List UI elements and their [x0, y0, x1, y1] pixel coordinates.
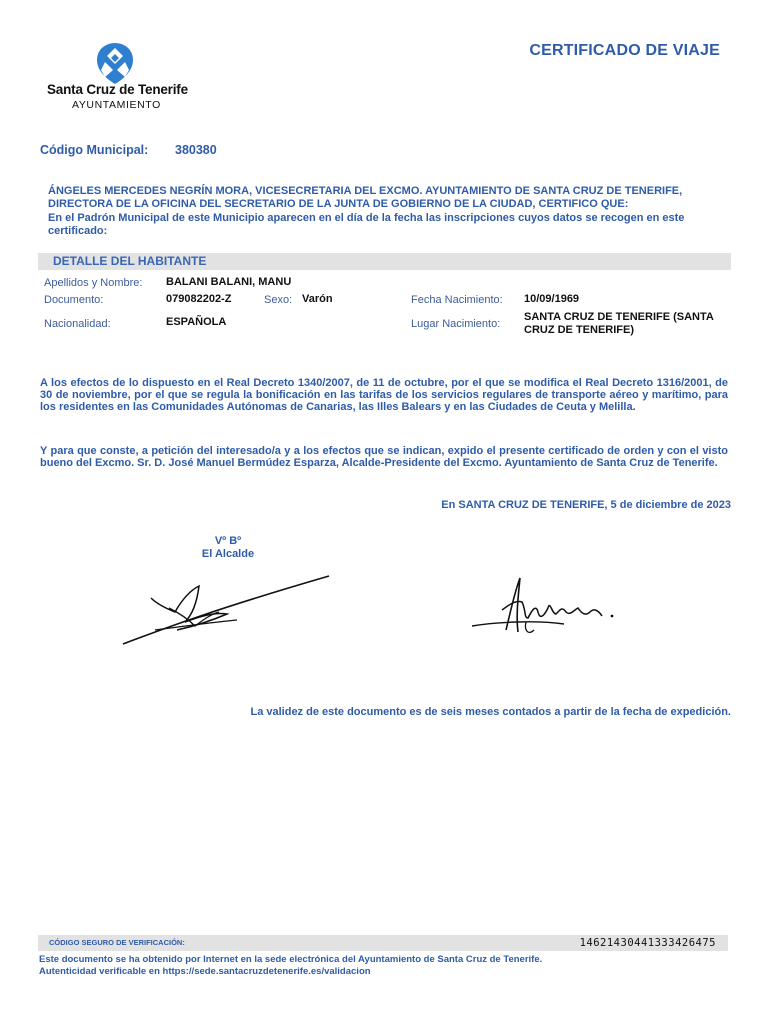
city-logo-icon	[92, 40, 138, 86]
sexo-value: Varón	[302, 293, 333, 305]
place-date: En SANTA CRUZ DE TENERIFE, 5 de diciembre de 2023	[441, 499, 731, 511]
conste-paragraph: Y para que conste, a petición del interesado/a y a los efectos que se indican, expido el presente certificado de orden y con el visto bueno del Excmo. Sr. D. José Manuel Bermúdez Esparza, Alcalde-Presidente del Excmo. Ayuntamiento de Santa Cruz de Tenerife.	[40, 445, 728, 470]
visto-bueno-block	[168, 535, 288, 561]
apellidos-value: BALANI BALANI, MANU	[166, 276, 292, 288]
codigo-municipal-value: 380380	[175, 143, 217, 157]
certifier-statement: ÁNGELES MERCEDES NEGRÍN MORA, VICESECRETARIA DEL EXCMO. AYUNTAMIENTO DE SANTA CRUZ DE TENERIFE, DIRECTORA DE LA OFICINA DEL SECRETARIO DE LA JUNTA DE GOBIERNO DE LA CIUDAD, CERTIFICO QUE:	[48, 185, 683, 210]
nacionalidad-value: ESPAÑOLA	[166, 316, 227, 328]
documento-value: 079082202-Z	[166, 293, 232, 305]
footer-line-1: Este documento se ha obtenido por Internet en la sede electrónica del Ayuntamiento de Santa Cruz de Tenerife.	[39, 954, 543, 965]
footer-note	[39, 954, 542, 977]
section-title: DETALLE DEL HABITANTE	[53, 254, 207, 268]
alcalde-signature	[115, 568, 335, 653]
fecha-nacimiento-label: Fecha Nacimiento:	[411, 294, 503, 306]
secretaria-signature	[466, 570, 646, 645]
document-title: CERTIFICADO DE VIAJE	[529, 42, 720, 59]
csv-label: CÓDIGO SEGURO DE VERIFICACIÓN:	[49, 938, 185, 947]
apellidos-label: Apellidos y Nombre:	[44, 277, 143, 289]
alcalde-label: El Alcalde	[201, 548, 255, 560]
documento-label: Documento:	[44, 294, 104, 306]
lugar-nacimiento-label: Lugar Nacimiento:	[411, 318, 501, 330]
visto-bueno-label: Vº Bº	[214, 535, 242, 547]
lugar-nacimiento-value: SANTA CRUZ DE TENERIFE (SANTA CRUZ DE TENERIFE)	[524, 311, 714, 336]
validity-note: La validez de este documento es de seis meses contados a partir de la fecha de expedición.	[250, 706, 731, 718]
legal-paragraph: A los efectos de lo dispuesto en el Real Decreto 1340/2007, de 11 de octubre, por el que se modifica el Real Decreto 1316/2001, de 30 de noviembre, por el que se regula la bonificación en las tarifas de los servicios regulares de transporte aéreo y marítimo, para los residentes en las Comunidades Autónomas de Canarias, las Illes Balears y en las Ciudades de Ceuta y Melilla.	[40, 377, 728, 414]
csv-code: 14621430441333426475	[579, 937, 716, 949]
nacionalidad-label: Nacionalidad:	[44, 318, 111, 330]
padron-statement: En el Padrón Municipal de este Municipio aparecen en el día de la fecha las inscripciones cuyos datos se recogen en este certificado:	[48, 212, 685, 237]
org-subtitle: AYUNTAMIENTO	[72, 99, 161, 111]
footer-line-2: Autenticidad verificable en https://sede.santacruzdetenerife.es/validacion	[39, 965, 371, 977]
fecha-nacimiento-value: 10/09/1969	[524, 293, 580, 305]
codigo-municipal-label: Código Municipal:	[40, 143, 149, 157]
org-name: Santa Cruz de Tenerife	[47, 82, 188, 97]
sexo-label: Sexo:	[264, 294, 293, 306]
